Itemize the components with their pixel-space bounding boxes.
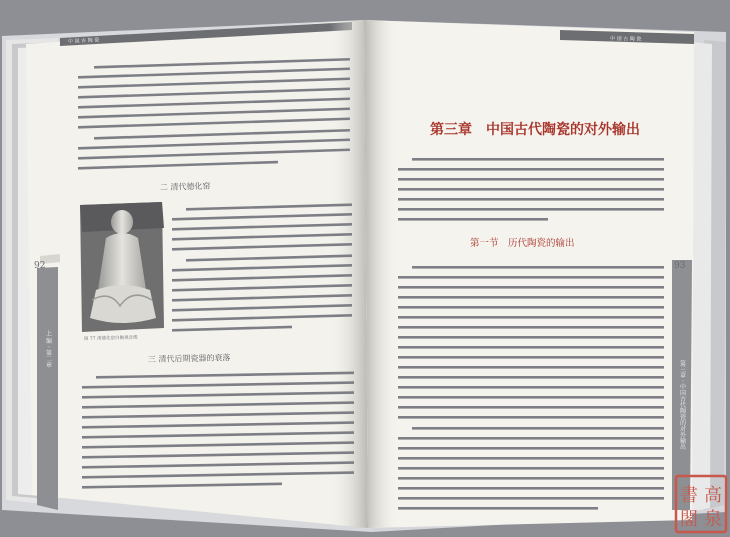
left-page: [26, 20, 368, 528]
seal-char-2: 書: [680, 485, 698, 506]
right-side-tab-text: 第三章 · 中国古代陶瓷的对外输出: [678, 360, 686, 450]
seal-char-1: 高: [704, 485, 722, 506]
seal-char-3: 泉: [704, 509, 722, 530]
left-side-tab-text: 上 编 · 第二章: [44, 330, 52, 368]
left-page-number: 92: [34, 261, 46, 271]
seal-char-4: 閣: [680, 509, 698, 530]
left-side-tab: [37, 267, 58, 510]
figure-caption: 图 77 清德化窑白釉观音像: [83, 335, 138, 342]
right-page: [364, 20, 694, 528]
figure-guanyin-photo: [80, 202, 164, 332]
right-page-number: 93: [674, 261, 686, 271]
left-section-2-title: 三 清代后期瓷器的衰落: [147, 353, 231, 364]
chapter-title: 第三章 中国古代陶瓷的对外输出: [430, 122, 640, 138]
left-section-1-title: 二 清代德化窑: [159, 181, 211, 192]
section-title: 第一节 历代陶瓷的输出: [470, 238, 575, 249]
left-header-text: 中 国 古 陶 瓷: [67, 37, 100, 45]
right-header-text: 中 国 古 陶 瓷: [609, 36, 642, 43]
